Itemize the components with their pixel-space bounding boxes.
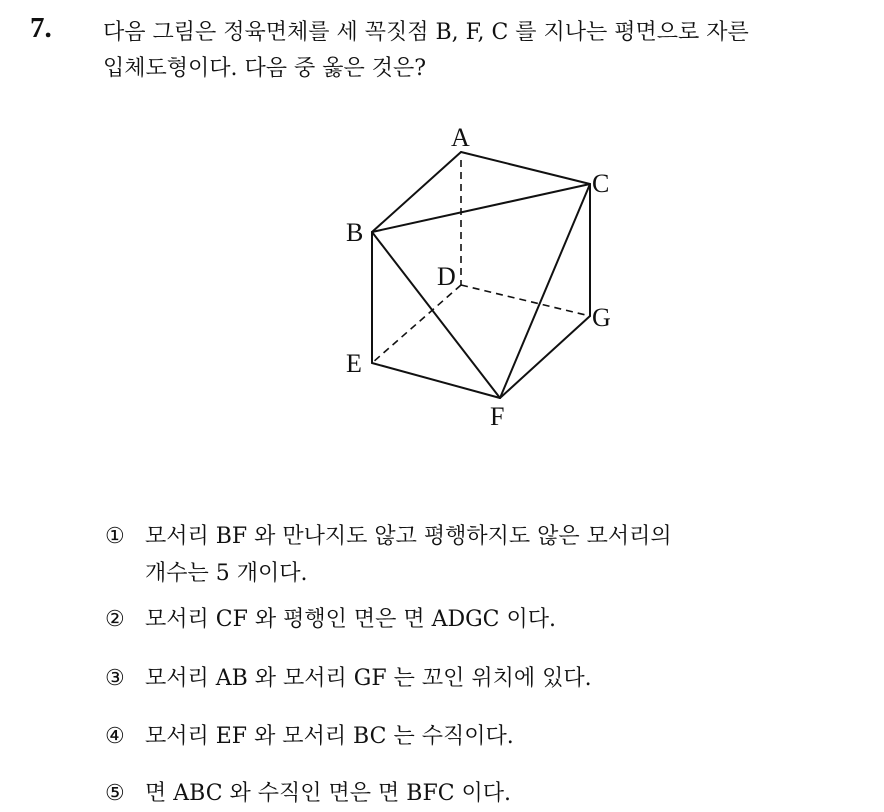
solid-figure: [300, 110, 640, 440]
vertex-label-G: G: [592, 303, 611, 332]
vertex-label-F: F: [490, 402, 505, 431]
choice-text: 모서리 CF 와 평행인 면은 면 ADGC 이다.: [145, 607, 557, 632]
choice-text: 모서리 EF 와 모서리 BC 는 수직이다.: [145, 724, 514, 749]
choice-mark: ⑤: [105, 781, 125, 806]
edge-BC: [372, 184, 590, 232]
choice-text: 모서리 AB 와 모서리 GF 는 꼬인 위치에 있다.: [145, 666, 592, 691]
question-line-1: 다음 그림은 정육면체를 세 꼭짓점 B, F, C 를 지나는 평면으로 자른: [103, 20, 749, 45]
question-text: [103, 15, 873, 87]
edge-EF: [372, 363, 500, 398]
choice-mark: ①: [105, 524, 125, 549]
choice-5[interactable]: [105, 775, 511, 812]
edge-BF: [372, 232, 500, 398]
hidden-edge-DG: [461, 285, 590, 316]
edge-CF: [500, 184, 590, 398]
vertex-label-C: C: [592, 169, 610, 198]
choice-text: 면 ABC 와 수직인 면은 면 BFC 이다.: [145, 781, 512, 806]
edge-AC: [461, 152, 590, 184]
vertex-label-A: A: [451, 123, 470, 152]
choice-2[interactable]: [105, 601, 556, 638]
edge-AB: [372, 152, 461, 232]
hidden-edge-DE: [372, 285, 461, 363]
choice-1[interactable]: [105, 518, 672, 592]
choice-mark: ④: [105, 724, 125, 749]
vertex-label-B: B: [346, 218, 364, 247]
choice-4[interactable]: [105, 718, 514, 755]
choice-3[interactable]: [105, 660, 592, 697]
choice-mark: ②: [105, 607, 125, 632]
vertex-label-E: E: [346, 349, 362, 378]
question-number: 7.: [30, 12, 52, 44]
choice-text: 모서리 BF 와 만나지도 않고 평행하지도 않은 모서리의: [145, 524, 672, 549]
question-line-2: 입체도형이다. 다음 중 옳은 것은?: [103, 56, 427, 81]
choice-text-continued: 개수는 5 개이다.: [145, 561, 308, 586]
choice-mark: ③: [105, 666, 125, 691]
edge-FG: [500, 316, 590, 398]
vertex-label-D: D: [437, 262, 456, 291]
